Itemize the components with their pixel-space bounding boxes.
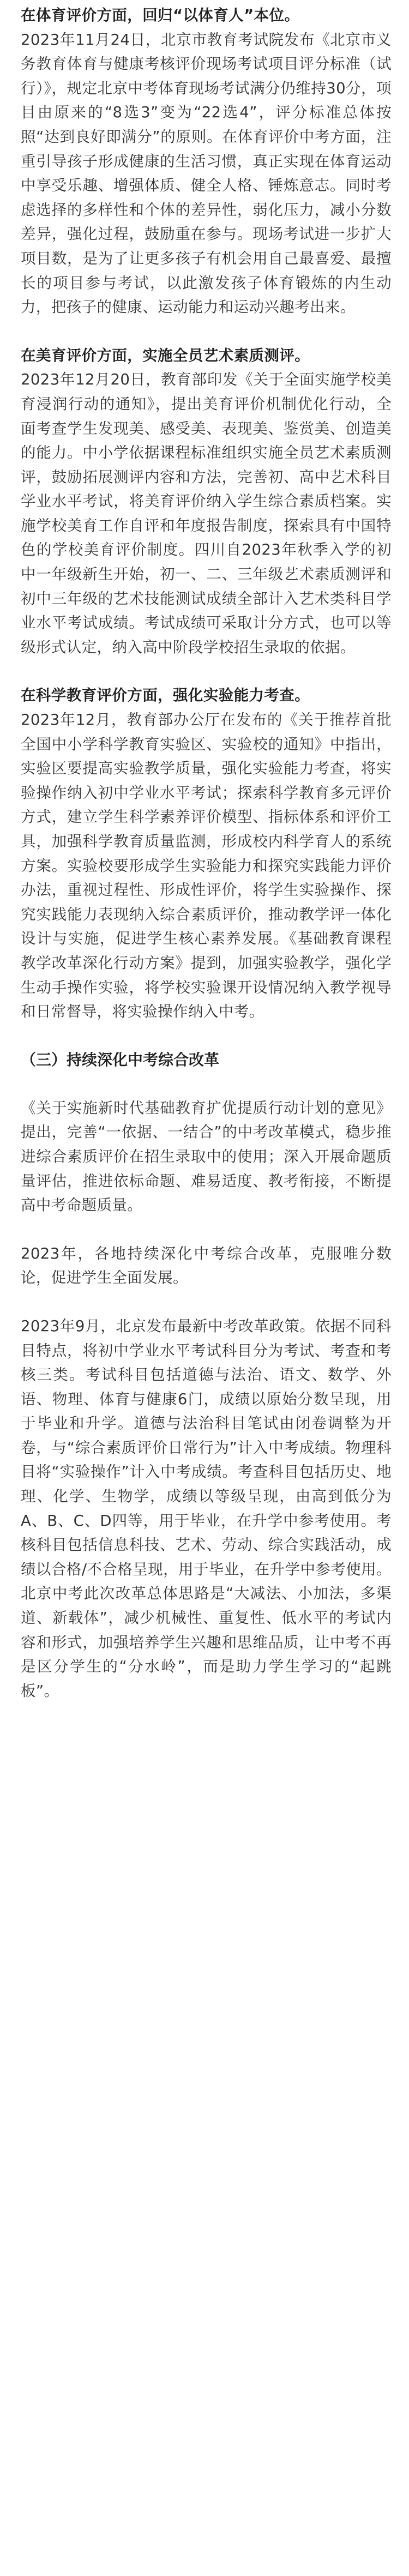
art-heading: 在美育评价方面，实施全员艺术素质测评。 <box>21 346 310 364</box>
sports-body: 2023年11月24日，北京市教育考试院发布《北京市义务教育体育与健康考核评价现场考试项目评分标准（试行）》，规定北京中考体育现场考试满分仍维持30分，项目由原来的“8选3”变为“22选4”，评分标准总体按照“达到良好即满分”的原则。在体育评价中考方面，注重引导孩子形成健康的生活习惯，真正实现在体育运动中享受乐趣、增强体质、健全人格、锤炼意志。同时考虑选择的多样性和个体的差异性，弱化压力，减小分数差异，强化过程，鼓励重在参与。现场考试进一步扩大项目数，是为了让更多孩子有机会用自己最喜爱、最擅长的项目参与考试，以此激发孩子体育锻炼的内生动力，把孩子的健康、运动能力和运动兴趣考出来。 <box>21 31 392 316</box>
science-heading: 在科学教育评价方面，强化实验能力考查。 <box>21 687 310 705</box>
reform-paragraph-1: 《关于实施新时代基础教育扩优提质行动计划的意见》提出，完善“一依据、一结合”的中考改革模式，稳步推进综合素质评价在招生录取中的使用；深入开展命题质量评估，推进依标命题、难易适度、教考衔接，不断提高中考命题质量。 <box>21 1099 392 1214</box>
art-section <box>21 344 392 660</box>
reform-paragraph-2: 2023年，各地持续深化中考综合改革，克服唯分数论，促进学生全面发展。 <box>21 1244 392 1287</box>
sports-heading: 在体育评价方面，回归“以体育人”本位。 <box>21 7 300 24</box>
science-body: 2023年12月，教育部办公厅在发布的《关于推荐首批全国中小学科学教育实验区、实验校的通知》中指出，实验区要提高实验教学质量，强化实验能力考查，将实验操作纳入初中学业水平考试；探索科学教育多元评价方式，建立学生科学素养评价模型、指标体系和评价工具，加强科学教育质量监测，形成校内科学育人的系统方案。实验校要形成学生实验能力和探究实践能力评价办法，重视过程性、形成性评价，将学生实验操作、探究实践能力表现纳入综合素质评价，推动教学评一体化设计与实施，促进学生核心素养发展。《基础教育课程教学改革深化行动方案》提到，加强实验教学，强化学生动手操作实验，将学校实验课开设情况纳入教学视导和日常督导，将实验操作纳入中考。 <box>21 711 392 1021</box>
art-body: 2023年12月20日，教育部印发《关于全面实施学校美育浸润行动的通知》，提出美育评价机制优化行动，全面考查学生发现美、感受美、表现美、鉴赏美、创造美的能力。中小学依据课程标准组织实施全员艺术素质测评，鼓励拓展测评内容和方法，完善初、高中艺术科目学业水平考试，将美育评价纳入学生综合素质档案。实施学校美育工作自评和年度报告制度，探索具有中国特色的学校美育评价制度。四川自2023年秋季入学的初中一年级新生开始，初一、二、三年级艺术素质测评和初中三年级的艺术技能测试成绩全部计入艺术类科目学业水平考试成绩。考试成绩可采取计分方式，也可以等级形式认定，纳入高中阶段学校招生录取的依据。 <box>21 371 392 656</box>
reform-heading: （三）持续深化中考综合改革 <box>21 1050 220 1069</box>
science-section <box>21 683 392 1024</box>
sports-section <box>21 3 392 320</box>
reform-paragraph-3: 2023年9月，北京发布最新中考改革政策。依据不同科目特点，将初中学业水平考试科目分为考试、考查和考核三类。考试科目包括道德与法治、语文、数学、外语、物理、体育与健康6门，成绩以原始分数呈现，用于毕业和升学。道德与法治科目笔试由闭卷调整为开卷，与“综合素质评价日常行为”计入中考成绩。物理科目将“实验操作”计入中考成绩。考查科目包括历史、地理、化学、生物学，成绩以等级呈现，由高到低分为A、B、C、D四等，用于毕业，在升学中参考使用。考核科目包括信息科技、艺术、劳动、综合实践活动，成绩以合格/不合格呈现，用于毕业，在升学中参考使用。北京中考此次改革总体思路是“大减法、小加法，多渠道、新载体”，减少机械性、重复性、低水平的考试内容和形式，加强培养学生兴趣和思维品质，让中考不再是区分学生的“分水岭”，而是助力学生学习的“起跳板”。 <box>21 1317 392 1700</box>
